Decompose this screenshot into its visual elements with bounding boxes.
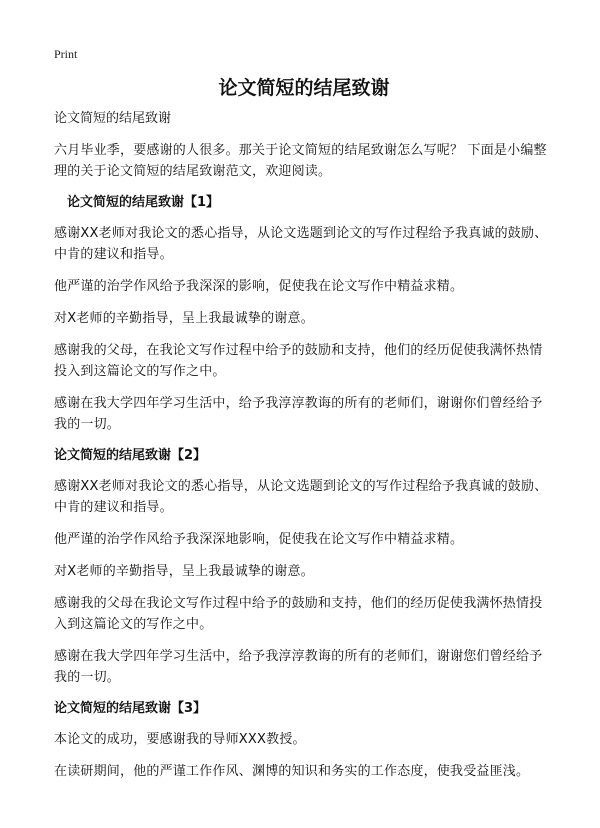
section-paragraph: 在读研期间，他的严谨工作作风、渊博的知识和务实的工作态度，使我受益匪浅。 — [54, 764, 530, 779]
section-paragraph: 感谢我的父母在我论文写作过程中给予的鼓励和支持，他们的经历促使我满怀热情投入到这篇论文的写作之中。 — [54, 596, 543, 632]
section-paragraph: 他严谨的治学作风给予我深深的影响，促使我在论文写作中精益求精。 — [54, 279, 464, 294]
section-heading: 论文简短的结尾致谢【3】 — [54, 701, 207, 716]
section-heading: 论文简短的结尾致谢【1】 — [67, 195, 220, 210]
section-paragraph: 感谢XX老师对我论文的悉心指导，从论文选题到论文的写作过程给予我真诚的鼓励、中肯的建议和指导。 — [54, 479, 548, 515]
print-link[interactable]: Print — [54, 47, 78, 61]
section-paragraph: 感谢我的父母，在我论文写作过程中给予的鼓励和支持，他们的经历促使我满怀热情投入到这篇论文的写作之中。 — [54, 343, 543, 379]
section-paragraph: 对X老师的辛勤指导，呈上我最诚挚的谢意。 — [54, 564, 314, 579]
section-paragraph: 他严谨的治学作风给予我深深地影响，促使我在论文写作中精益求精。 — [54, 532, 464, 547]
section-paragraph: 感谢在我大学四年学习生活中，给予我淳淳教诲的所有的老师们，谢谢你们曾经给予我的一切。 — [54, 396, 543, 432]
section-paragraph: 感谢在我大学四年学习生活中，给予我淳淳教诲的所有的老师们，谢谢您们曾经给予我的一切。 — [54, 649, 543, 685]
section-paragraph: 感谢XX老师对我论文的悉心指导，从论文选题到论文的写作过程给予我真诚的鼓励、中肯的建议和指导。 — [54, 226, 548, 262]
section-2 — [54, 446, 548, 688]
section-3 — [54, 699, 548, 782]
section-heading: 论文简短的结尾致谢【2】 — [54, 448, 207, 463]
document-subtitle: 论文简短的结尾致谢 — [54, 111, 172, 126]
section-paragraph: 对X老师的辛勤指导，呈上我最诚挚的谢意。 — [54, 311, 314, 326]
section-paragraph: 本论文的成功，要感谢我的导师XXX教授。 — [54, 732, 306, 747]
section-1 — [54, 193, 548, 435]
intro-paragraph: 六月毕业季，要感谢的人很多。那关于论文简短的结尾致谢怎么写呢？ 下面是小编整理的关于论文简短的结尾致谢范文，欢迎阅读。 — [54, 143, 547, 179]
document-title: 论文简短的结尾致谢 — [218, 77, 390, 99]
